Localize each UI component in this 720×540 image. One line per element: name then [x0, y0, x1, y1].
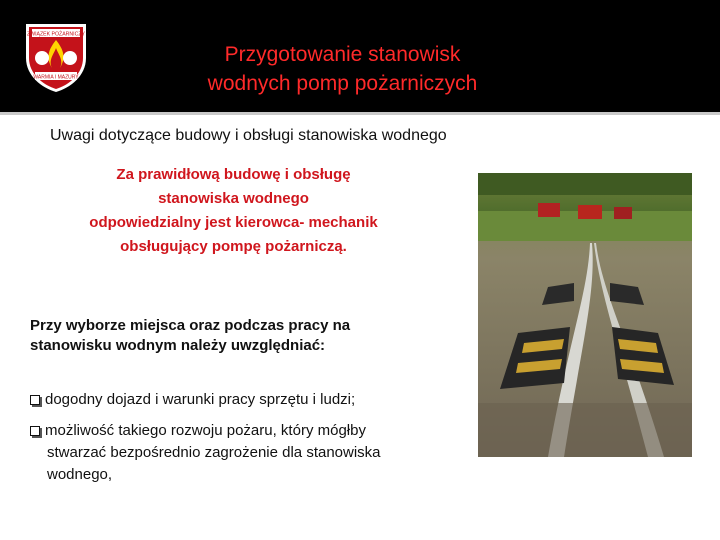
bullet-item-2: [30, 420, 460, 486]
title-line-1: Przygotowanie stanowisk: [224, 43, 461, 66]
title-line-2: wodnych pomp pożarniczych: [207, 72, 478, 95]
selection-criteria-intro: [30, 316, 440, 356]
header-bar: [0, 0, 720, 112]
header-divider: [0, 112, 720, 115]
section-subtitle: Uwagi dotyczące budowy i obsługi stanowiska wodnego: [50, 127, 447, 144]
logo-text-bottom: WARMIA I MAZURY: [33, 74, 79, 81]
water-station-photo: [478, 173, 692, 457]
logo-text-top: ZWIĄZEK POŻARNICZY: [27, 31, 85, 38]
checkbox-bullet-icon: [30, 426, 40, 436]
red-line-4: obsługujący pompę pożarniczą.: [120, 238, 347, 255]
bullet-2-line-2: stwarzać bezpośrednio zagrożenie dla stanowiska: [47, 444, 381, 461]
fire-brigade-emblem-logo: [18, 18, 94, 94]
red-line-3: odpowiedzialny jest kierowca- mechanik: [89, 214, 378, 231]
responsibility-note: [55, 163, 412, 259]
bold-line-1: Przy wyborze miejsca oraz podczas pracy na: [30, 317, 351, 334]
red-line-1: Za prawidłową budowę i obsługę: [116, 166, 351, 183]
red-line-2: stanowiska wodnego: [158, 190, 309, 207]
bullet-2-line-3: wodnego,: [47, 466, 113, 483]
bullet-2-line-1: możliwość takiego rozwoju pożaru, który mógłby: [45, 422, 366, 439]
bullet-1-text: dogodny dojazd i warunki pracy sprzętu i ludzi;: [45, 391, 356, 408]
checkbox-bullet-icon: [30, 395, 40, 405]
bullet-item-1: [30, 389, 460, 411]
slide-title: [150, 40, 535, 98]
bold-line-2: stanowisku wodnym należy uwzględniać:: [30, 337, 326, 354]
